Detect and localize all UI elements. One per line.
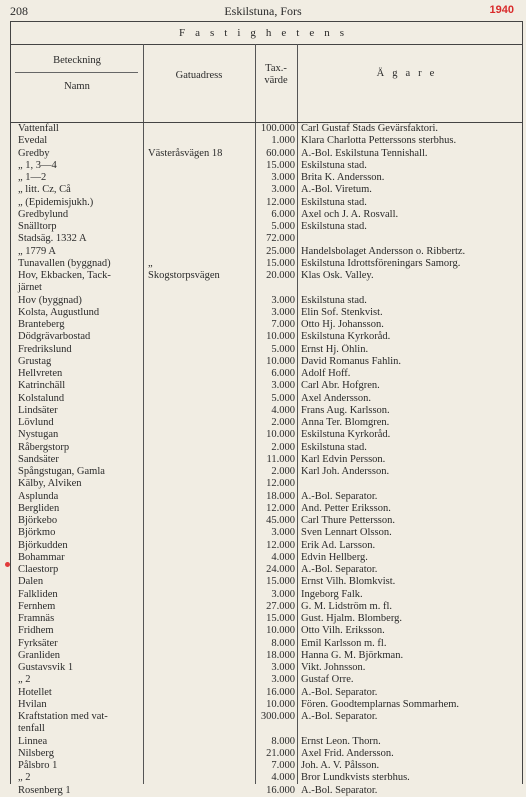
tax-value: 15.000	[266, 613, 295, 624]
tax-value: 10.000	[266, 355, 295, 367]
tax-value: 7.000	[271, 319, 295, 330]
table-row	[11, 711, 522, 723]
table-row	[11, 344, 522, 356]
property-name: Dödgrävarbostad	[18, 331, 91, 343]
tax-value: 18.000	[266, 490, 295, 502]
tax-value: 10.000	[266, 331, 295, 343]
owner-name: Ernst Hj. Öhlin.	[301, 343, 369, 355]
property-name: Linnea	[18, 735, 48, 747]
owner-name: Gust. Hjalm. Blomberg.	[301, 613, 403, 624]
tax-value: 15.000	[266, 159, 295, 171]
tax-value: 3.000	[271, 306, 295, 318]
tax-value: 60.000	[266, 147, 295, 159]
table-row	[11, 184, 522, 196]
property-name: Grustag	[18, 355, 52, 367]
table-row	[11, 638, 522, 650]
property-name: Falkliden	[18, 588, 58, 600]
table-row	[11, 209, 522, 221]
page-header	[0, 4, 526, 20]
property-name: Björkmo	[18, 527, 56, 539]
property-name: „ 1779 A	[18, 245, 56, 257]
property-name: Gredbylund	[18, 208, 69, 220]
property-name: Kraftstation med vat-	[18, 711, 108, 722]
table-row	[11, 282, 522, 294]
owner-name: Ernst Vilh. Blomkvist.	[301, 576, 396, 588]
property-name: Hov, Ekbacken, Tack-	[18, 270, 111, 281]
table-row	[11, 295, 522, 307]
owner-name: Karl Edvin Persson.	[301, 453, 386, 465]
owner-name: A.-Bol. Viretum.	[301, 184, 372, 196]
tax-value: 3.000	[271, 380, 295, 392]
property-name: Pålsbro 1	[18, 760, 58, 771]
tax-value: 8.000	[271, 735, 295, 747]
owner-name: Elin Sof. Stenkvist.	[301, 306, 383, 318]
property-name: Spångstugan, Gamla	[18, 466, 105, 477]
owner-name: Carl Gustaf Stads Gevärsfaktori.	[301, 123, 439, 134]
owner-name: Karl Joh. Andersson.	[301, 466, 390, 477]
table-row	[11, 393, 522, 405]
owner-name: Sven Lennart Olsson.	[301, 527, 392, 539]
tax-value: 12.000	[266, 196, 295, 208]
property-name: Råbergstorp	[18, 441, 70, 453]
table-row	[11, 246, 522, 258]
table-band-title: Fastighetens	[11, 22, 522, 45]
property-name: Fyrksäter	[18, 637, 58, 649]
column-header-agare: Ägare	[376, 68, 443, 79]
table-row	[11, 687, 522, 699]
table-row	[11, 356, 522, 368]
table-row	[11, 454, 522, 466]
tax-value: 10.000	[266, 698, 295, 710]
table-row	[11, 772, 522, 784]
property-name: „ 1—2	[18, 172, 47, 183]
column-header-namn: Namn	[64, 81, 90, 92]
table-row	[11, 221, 522, 233]
tax-value: 2.000	[271, 466, 295, 477]
owner-name: Axel och J. A. Rosvall.	[301, 208, 399, 220]
tax-value: 16.000	[266, 686, 295, 698]
tax-value: 27.000	[266, 600, 295, 612]
tax-value: 10.000	[266, 429, 295, 441]
owner-name: Hanna G. M. Björkman.	[301, 649, 404, 661]
property-name: Asplunda	[18, 490, 59, 502]
table-row	[11, 368, 522, 380]
tax-value: 5.000	[271, 221, 295, 232]
owner-name: A.-Bol. Eskilstuna Tennishall.	[301, 147, 428, 159]
property-name: Claestorp	[18, 564, 59, 575]
table-row	[11, 491, 522, 503]
owner-name: Eskilstuna stad.	[301, 441, 367, 453]
property-name: Gustavsvik 1	[18, 662, 74, 673]
tax-value: 20.000	[266, 270, 295, 281]
owner-name: Axel Frid. Andersson.	[301, 747, 394, 759]
table-row	[11, 625, 522, 637]
table-row	[11, 515, 522, 527]
property-name: „ 2	[18, 674, 31, 686]
tax-value: 4.000	[271, 551, 295, 563]
tax-value: 3.000	[271, 294, 295, 306]
tax-value: 18.000	[266, 649, 295, 661]
owner-name: A.-Bol. Separator.	[301, 564, 378, 575]
table-row	[11, 135, 522, 147]
owner-name: A.-Bol. Separator.	[301, 711, 378, 722]
table-row	[11, 760, 522, 772]
table-row	[11, 160, 522, 172]
owner-name: A.-Bol. Separator.	[301, 784, 378, 796]
owner-name: Fören. Goodtemplarnas Sommarhem.	[301, 698, 460, 710]
table-row	[11, 650, 522, 662]
tax-value: 15.000	[266, 257, 295, 269]
table-row	[11, 380, 522, 392]
property-name: Lindsäter	[18, 404, 58, 416]
table-row	[11, 540, 522, 552]
owner-name: Eskilstuna stad.	[301, 196, 367, 208]
property-name: tenfall	[18, 723, 45, 735]
property-name: Rosenberg 1	[18, 784, 71, 796]
table-row	[11, 613, 522, 625]
tax-value: 6.000	[271, 368, 295, 379]
property-name: Vattenfall	[18, 123, 59, 134]
property-name: Bergliden	[18, 502, 60, 514]
red-margin-mark	[5, 562, 10, 567]
tax-value: 21.000	[266, 747, 295, 759]
table-row	[11, 674, 522, 686]
tax-value: 25.000	[266, 245, 295, 257]
table-row	[11, 270, 522, 282]
property-name: Dalen	[18, 576, 44, 588]
owner-name: Handelsbolaget Andersson o. Ribbertz.	[301, 245, 466, 257]
owner-name: Ingeborg Falk.	[301, 588, 363, 600]
column-header-gatuadress: Gatuadress	[175, 70, 223, 81]
property-name: Fridhem	[18, 625, 54, 637]
tax-value: 15.000	[266, 576, 295, 588]
owner-name: Edvin Hellberg.	[301, 551, 368, 563]
table-row	[11, 197, 522, 209]
property-name: Gredby	[18, 147, 50, 159]
table-row	[11, 662, 522, 674]
property-name: Branteberg	[18, 319, 65, 330]
tax-value: 11.000	[266, 453, 295, 465]
owner-name: Emil Karlsson m. fl.	[301, 637, 387, 649]
tax-value: 300.000	[260, 711, 295, 722]
property-name: järnet	[18, 282, 42, 294]
property-name: Fernhem	[18, 600, 56, 612]
table-row	[11, 429, 522, 441]
property-name: Kolsta, Augustlund	[18, 306, 100, 318]
tax-value: 3.000	[271, 527, 295, 539]
owner-name: Eskilstuna stad.	[301, 221, 367, 232]
owner-name: Bror Lundkvists sterbhus.	[301, 772, 410, 784]
tax-value: 8.000	[271, 637, 295, 649]
owner-name: Ernst Leon. Thorn.	[301, 735, 381, 747]
property-name: Fredrikslund	[18, 343, 72, 355]
table-row	[11, 148, 522, 160]
tax-value: 3.000	[271, 674, 295, 686]
tax-value: 10.000	[266, 625, 295, 637]
owner-name: Otto Hj. Johansson.	[301, 319, 384, 330]
table-row	[11, 576, 522, 588]
tax-value: 72.000	[266, 233, 295, 245]
owner-name: Gustaf Orre.	[301, 674, 354, 686]
owner-name: Eskilstuna stad.	[301, 294, 367, 306]
table-row	[11, 723, 522, 735]
property-name: Kolstalund	[18, 392, 65, 404]
tax-value: 4.000	[271, 772, 295, 784]
owner-name: Adolf Hoff.	[301, 368, 351, 379]
owner-name: G. M. Lidström m. fl.	[301, 600, 392, 612]
table-row	[11, 748, 522, 760]
table-row	[11, 736, 522, 748]
property-table	[10, 21, 523, 796]
table-row	[11, 258, 522, 270]
property-name: Bohammar	[18, 551, 65, 563]
property-name: Hellvreten	[18, 368, 63, 379]
tax-value: 1.000	[271, 135, 295, 147]
tax-value: 3.000	[271, 588, 295, 600]
tax-value: 3.000	[271, 184, 295, 196]
table-row	[11, 233, 522, 245]
table-row	[11, 601, 522, 613]
property-name: Björkudden	[18, 539, 68, 551]
owner-name: Anna Ter. Blomgren.	[301, 417, 390, 428]
property-name: Hotellet	[18, 686, 52, 698]
property-name: Nilsberg	[18, 747, 54, 759]
column-header-taxvarde: Tax.- värde	[264, 63, 288, 86]
tax-value: 45.000	[266, 515, 295, 526]
owner-name: And. Petter Eriksson.	[301, 502, 391, 514]
owner-name: Axel Andersson.	[301, 392, 371, 404]
owner-name: Carl Thure Pettersson.	[301, 515, 395, 526]
owner-name: A.-Bol. Separator.	[301, 490, 378, 502]
tax-value: 2.000	[271, 441, 295, 453]
property-name: Tunavallen (byggnad)	[18, 257, 111, 269]
table-row	[11, 466, 522, 478]
property-name: Björkebo	[18, 515, 58, 526]
tax-value: 100.000	[260, 123, 295, 134]
table-row	[11, 307, 522, 319]
property-name: Hov (byggnad)	[18, 294, 82, 306]
table-row	[11, 319, 522, 331]
tax-value: 12.000	[266, 539, 295, 551]
property-name: Hvilan	[18, 698, 47, 710]
owner-name: Erik Ad. Larsson.	[301, 539, 376, 551]
street-address: Skogstorpsvägen	[148, 270, 220, 281]
table-row	[11, 503, 522, 515]
tax-value: 6.000	[271, 208, 295, 220]
owner-name: David Romanus Fahlin.	[301, 355, 402, 367]
property-name: Sandsäter	[18, 453, 59, 465]
property-name: Kälby, Alviken	[18, 478, 82, 490]
table-row	[11, 699, 522, 711]
owner-name: Brita K. Andersson.	[301, 172, 385, 183]
page-number: 208	[10, 4, 28, 18]
owner-name: Klara Charlotta Petterssons sterbhus.	[301, 135, 457, 147]
owner-name: Vikt. Johnsson.	[301, 662, 366, 673]
tax-value: 4.000	[271, 404, 295, 416]
table-row	[11, 552, 522, 564]
owner-name: Eskilstuna Kyrkoråd.	[301, 331, 391, 343]
tax-value: 12.000	[266, 478, 295, 490]
tax-value: 7.000	[271, 760, 295, 771]
owner-name: Frans Aug. Karlsson.	[301, 404, 390, 416]
owner-name: Otto Vilh. Eriksson.	[301, 625, 385, 637]
page-title: Eskilstuna, Fors	[224, 4, 302, 18]
table-row	[11, 589, 522, 601]
owner-name: Joh. A. V. Pålsson.	[301, 760, 380, 771]
tax-value: 5.000	[271, 343, 295, 355]
tax-value: 3.000	[271, 172, 295, 183]
street-address: „	[148, 257, 153, 269]
property-name: „ 1, 3—4	[18, 159, 57, 171]
table-row	[11, 123, 522, 135]
table-row	[11, 785, 522, 797]
header-subdivider	[15, 72, 138, 73]
property-name: „ litt. Cz, Cå	[18, 184, 71, 196]
table-row	[11, 564, 522, 576]
owner-name: Klas Osk. Valley.	[301, 270, 374, 281]
tax-value: 24.000	[266, 564, 295, 575]
owner-name: Eskilstuna Kyrkoråd.	[301, 429, 391, 441]
year-stamp: 1940	[489, 4, 514, 16]
owner-name: Eskilstuna stad.	[301, 159, 367, 171]
table-row	[11, 172, 522, 184]
property-name: Snälltorp	[18, 221, 57, 232]
table-row	[11, 417, 522, 429]
table-row	[11, 527, 522, 539]
tax-value: 3.000	[271, 662, 295, 673]
property-name: Evedal	[18, 135, 48, 147]
tax-value: 16.000	[266, 784, 295, 796]
table-row	[11, 405, 522, 417]
property-name: Granliden	[18, 649, 60, 661]
tax-value: 5.000	[271, 392, 295, 404]
owner-name: Eskilstuna Idrottsföreningars Samorg.	[301, 257, 461, 269]
property-name: Nystugan	[18, 429, 59, 441]
property-name: Stadsäg. 1332 A	[18, 233, 87, 245]
tax-value: 2.000	[271, 417, 295, 428]
property-name: „ 2	[18, 772, 31, 784]
table-row	[11, 478, 522, 490]
street-address: Västeråsvägen 18	[148, 147, 223, 159]
owner-name: Carl Abr. Hofgren.	[301, 380, 380, 392]
table-row	[11, 331, 522, 343]
owner-name: A.-Bol. Separator.	[301, 686, 378, 698]
column-header-beteckning: Beteckning	[53, 55, 101, 66]
property-name: Lövlund	[18, 417, 54, 428]
table-row	[11, 442, 522, 454]
property-name: Framnäs	[18, 613, 55, 624]
tax-value: 12.000	[266, 502, 295, 514]
property-name: Katrinchäll	[18, 380, 66, 392]
property-name: „ (Epidemisjukh.)	[18, 196, 94, 208]
